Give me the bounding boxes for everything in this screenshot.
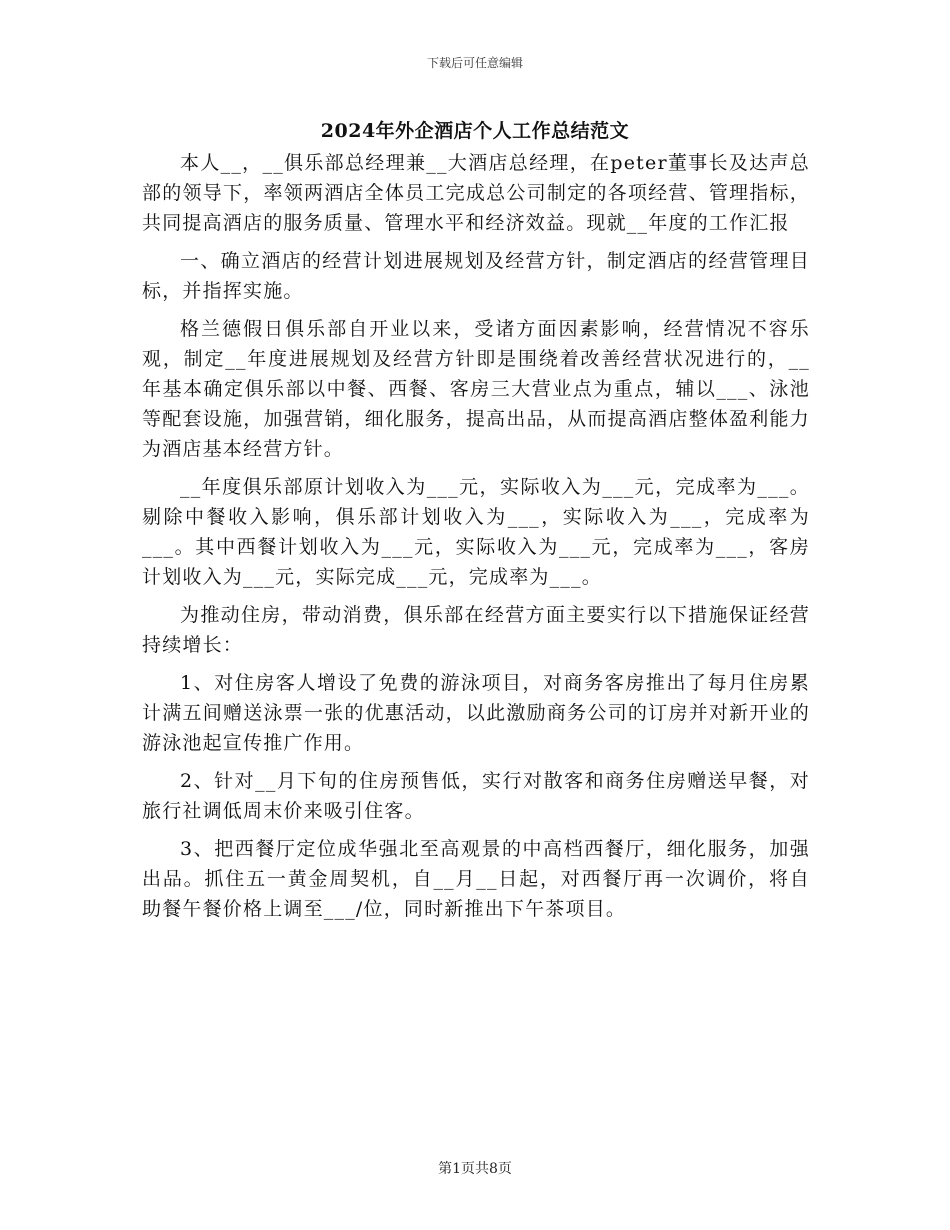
document-body bbox=[142, 148, 810, 932]
header-note: 下载后可任意编辑 bbox=[426, 56, 523, 70]
document-title: 2024年外企酒店个人工作总结范文 bbox=[320, 120, 630, 142]
paragraph-section-1-heading: 一、确立酒店的经营计划进展规划及经营方针，制定酒店的经营管理目标，并指挥实施。 bbox=[142, 250, 810, 302]
paragraph-measure-2: 2、针对__月下旬的住房预售低，实行对散客和商务住房赠送早餐，对旅行社调低周末价来吸引住客。 bbox=[142, 770, 810, 822]
paragraph-measure-3: 3、把西餐厅定位成华强北至高观景的中高档西餐厅，细化服务，加强出品。抓住五一黄金周契机，自__月__日起，对西餐厅再一次调价，将自助餐午餐价格上调至___/位，同时新推出下午茶项目。 bbox=[142, 838, 810, 920]
paragraph-intro: 本人__，__俱乐部总经理兼__大酒店总经理，在peter董事长及达声总部的领导下，率领两酒店全体员工完成总公司制定的各项经营、管理指标，共同提高酒店的服务质量、管理水平和经济效益。现就__年度的工作汇报 bbox=[142, 152, 810, 234]
paragraph-measures-intro: 为推动住房，带动消费，俱乐部在经营方面主要实行以下措施保证经营持续增长： bbox=[142, 604, 810, 656]
page-number-footer: 第1页共8页 bbox=[438, 1161, 512, 1177]
paragraph-revenue: __年度俱乐部原计划收入为___元，实际收入为___元，完成率为___。剔除中餐收入影响，俱乐部计划收入为___，实际收入为___，完成率为___。其中西餐计划收入为___元，实际收入为___元，完成率为___，客房计划收入为___元，实际完成___元，完成率为___。 bbox=[142, 476, 810, 588]
paragraph-business-policy: 格兰德假日俱乐部自开业以来，受诸方面因素影响，经营情况不容乐观，制定__年度进展规划及经营方针即是围绕着改善经营状况进行的，__年基本确定俱乐部以中餐、西餐、客房三大营业点为重点，辅以___、泳池等配套设施，加强营销，细化服务，提高出品，从而提高酒店整体盈利能力为酒店基本经营方针。 bbox=[142, 318, 810, 460]
paragraph-measure-1: 1、对住房客人增设了免费的游泳项目，对商务客房推出了每月住房累计满五间赠送泳票一张的优惠活动，以此激励商务公司的订房并对新开业的游泳池起宣传推广作用。 bbox=[142, 672, 810, 754]
